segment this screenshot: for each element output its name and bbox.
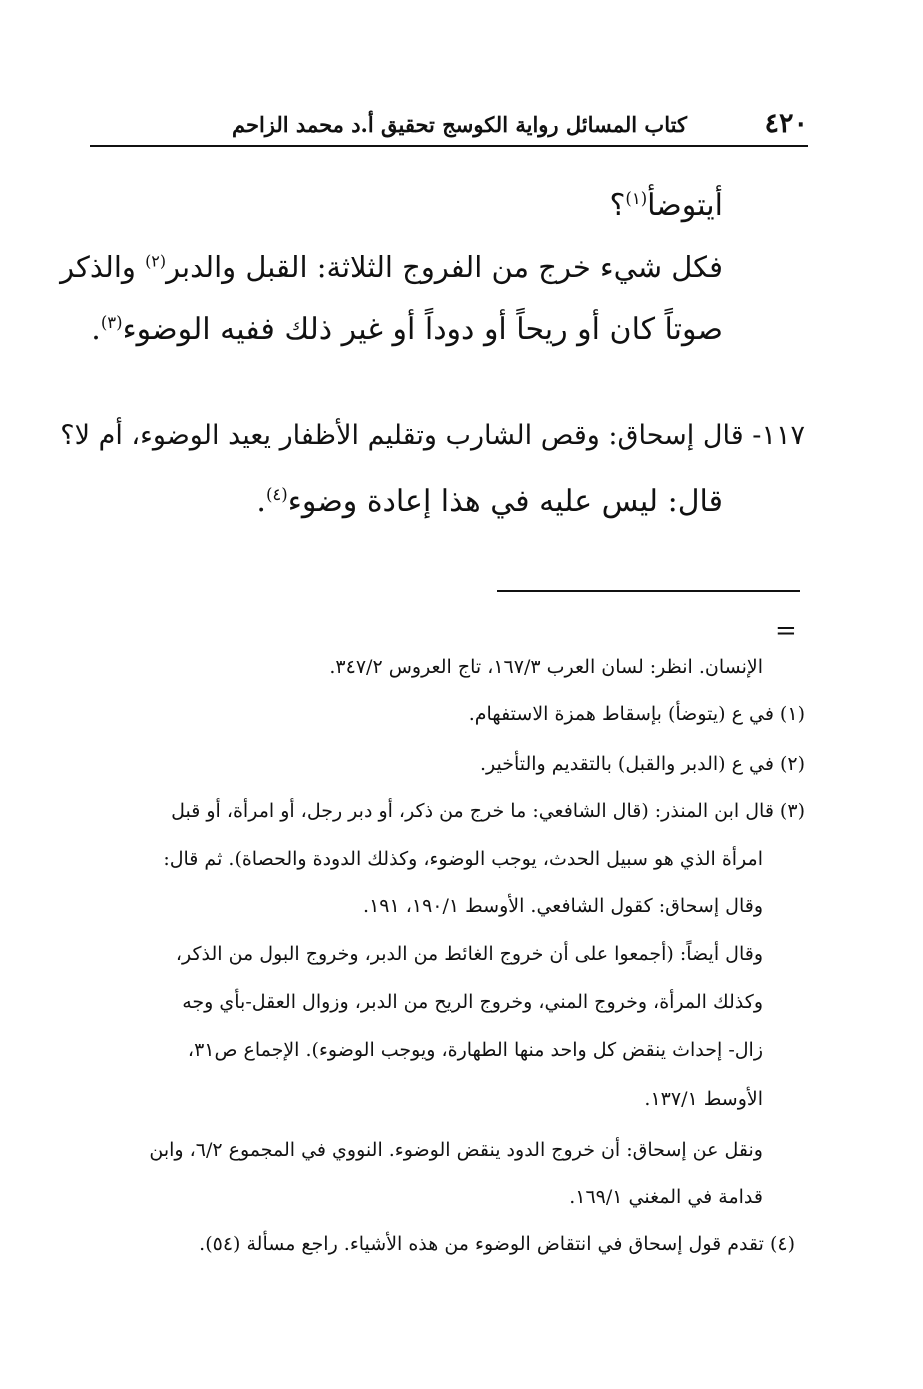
continuation-mark: = <box>775 616 797 646</box>
main-line-3-text: صوتاً كان أو ريحاً أو دوداً أو غير ذلك ففيه الوضوء <box>122 312 723 347</box>
main-line-1-text: أيتوضأ <box>647 188 723 223</box>
answer-117 <box>256 484 723 519</box>
main-line-2-b: والذكر <box>60 250 146 284</box>
footnote-3-line-1: (٣) قال ابن المنذر: (قال الشافعي: ما خرج من ذكر، أو دبر رجل، أو امرأة، أو قبل <box>171 800 805 822</box>
footnote-continuation: الإنسان. انظر: لسان العرب ١٦٧/٣، تاج العروس ٣٤٧/٢. <box>329 656 763 678</box>
footnote-4: (٤) تقدم قول إسحاق في انتقاض الوضوء من هذه الأشياء. راجع مسألة (٥٤). <box>199 1233 795 1255</box>
footnote-ref-4: (٤) <box>265 485 288 504</box>
footnote-3-line-6: زال- إحداث ينقض كل واحد منها الطهارة، ويوجب الوضوء). الإجماع ص٣١، <box>187 1039 763 1061</box>
footnote-ref-3: (٣) <box>100 313 123 332</box>
header-rule <box>90 145 808 147</box>
answer-117-end: . <box>256 484 266 519</box>
footnote-3-line-3: وقال إسحاق: كقول الشافعي. الأوسط ١٩٠/١، ١٩١. <box>363 895 763 917</box>
main-line-3 <box>91 312 723 347</box>
main-line-3-end: . <box>91 312 101 347</box>
footnote-3-line-4: وقال أيضاً: (أجمعوا على أن خروج الغائط من الدبر، وخروج البول من الذكر، <box>175 943 763 965</box>
footnote-3-line-8: ونقل عن إسحاق: أن خروج الدود ينقض الوضوء. النووي في المجموع ٦/٢، وابن <box>149 1139 763 1161</box>
footnote-3-line-9: قدامة في المغني ١٦٩/١. <box>569 1186 763 1208</box>
main-line-2 <box>60 250 723 284</box>
footnote-3-line-5: وكذلك المرأة، وخروج المني، وخروج الريح من الدبر، وزوال العقل-بأي وجه <box>182 991 763 1013</box>
main-line-1 <box>609 188 723 223</box>
page-number: ٤٢٠ <box>764 108 808 139</box>
footnote-ref-2: (٢) <box>145 251 167 271</box>
answer-117-text: قال: ليس عليه في هذا إعادة وضوء <box>287 484 723 519</box>
footnote-3-line-2: امرأة الذي هو سبيل الحدث، يوجب الوضوء، وكذلك الدودة والحصاة). ثم قال: <box>163 848 763 870</box>
footnote-2: (٢) في ع (الدبر والقبل) بالتقديم والتأخير. <box>479 753 805 775</box>
footnote-ref-1: (١) <box>625 189 648 208</box>
footnote-3-line-7: الأوسط ١٣٧/١. <box>644 1088 763 1110</box>
running-header-title: كتاب المسائل رواية الكوسج تحقيق أ.د محمد الزاحم <box>232 112 687 137</box>
question-117: ١١٧- قال إسحاق: وقص الشارب وتقليم الأظفار يعيد الوضوء، أم لا؟ <box>60 420 805 451</box>
main-line-1-end: ؟ <box>609 188 626 223</box>
footnote-separator <box>497 590 800 592</box>
main-line-2-a: فكل شيء خرج من الفروج الثلاثة: القبل والدبر <box>166 250 723 284</box>
footnote-1: (١) في ع (يتوضأ) بإسقاط همزة الاستفهام. <box>468 703 805 725</box>
